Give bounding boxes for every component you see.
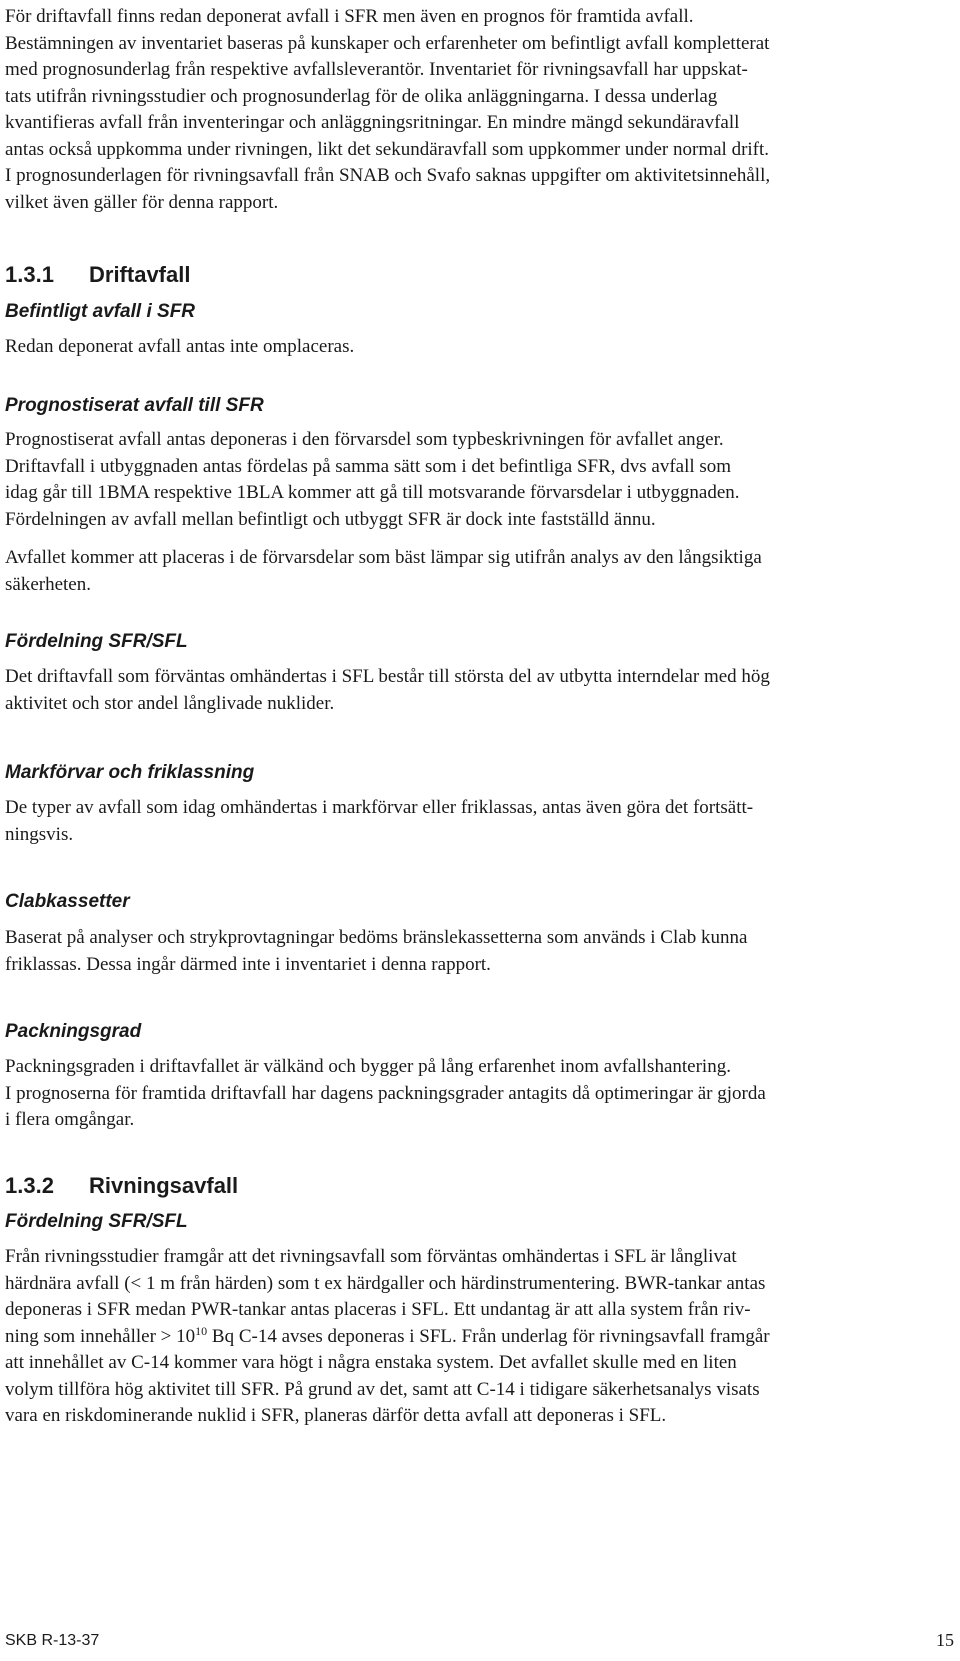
text-line: kvantifieras avfall från inventeringar och anläggningsritningar. En mindre mängd sekundäravfall xyxy=(5,112,740,133)
text-fragment: Bq C-14 avses deponeras i SFL. Från underlag för rivningsavfall framgår xyxy=(207,1325,770,1347)
paragraph-markforvar xyxy=(5,795,953,848)
text-fragment: ning som innehåller > 10 xyxy=(5,1325,196,1347)
text-line: vilket även gäller för denna rapport. xyxy=(5,191,279,213)
text-line: härdnära avfall (< 1 m från härden) som t ex härdgaller och härdinstrumentering. BWR-tankar antas xyxy=(5,1272,766,1294)
text-line: volym tillföra hög aktivitet till SFR. På grund av det, samt att C-14 i tidigare säkerhetsanalys visats xyxy=(5,1378,760,1400)
text-line: Bestämningen av inventariet baseras på kunskaper och erfarenheter om befintligt avfall kompletterat xyxy=(5,32,770,54)
paragraph-prognos-1 xyxy=(5,427,953,533)
text-line: Fördelningen av avfall mellan befintligt och utbyggt SFR är dock inte fastställd ännu. xyxy=(5,508,656,530)
paragraph-clab xyxy=(5,925,953,978)
text-line: tats utifrån rivningsstudier och prognosunderlag för de olika anläggningarna. I dessa underlag xyxy=(5,85,718,107)
text-line: deponeras i SFR medan PWR-tankar antas placeras i SFL. Ett undantag är att alla system från riv- xyxy=(5,1299,751,1320)
text-line: Baserat på analyser och strykprovtagningar bedöms bränslekassetterna som används i Clab kunna xyxy=(5,927,748,948)
text-line: Prognostiserat avfall antas deponeras i den förvarsdel som typbeskrivningen för avfallet anger. xyxy=(5,429,724,450)
text-line: idag går till 1BMA respektive 1BLA kommer att gå till motsvarande förvarsdelar i utbyggnaden. xyxy=(5,482,740,503)
exponent: 10 xyxy=(195,1323,208,1338)
text-line: Avfallet kommer att placeras i de förvarsdelar som bäst lämpar sig utifrån analys av den långsiktiga xyxy=(5,547,762,568)
subheading-markforvar: Markförvar och friklassning xyxy=(5,762,255,783)
paragraph-packningsgrad xyxy=(5,1054,953,1134)
page-number: 15 xyxy=(936,1630,954,1650)
section-number: 1.3.1 xyxy=(5,262,54,287)
text-line: I prognosunderlagen för rivningsavfall från SNAB och Svafo saknas uppgifter om aktivitetsinnehåll, xyxy=(5,165,771,186)
section-title: Driftavfall xyxy=(89,262,191,287)
text-line: vara en riskdominerande nuklid i SFR, planeras därför detta avfall att deponeras i SFL. xyxy=(5,1405,667,1426)
subheading-befintligt: Befintligt avfall i SFR xyxy=(5,301,196,322)
text-line: Packningsgraden i driftavfallet är välkänd och bygger på lång erfarenhet inom avfallshantering. xyxy=(5,1056,731,1077)
text-line: Redan deponerat avfall antas inte omplaceras. xyxy=(5,336,355,357)
text-line: med prognosunderlag från respektive avfallsleverantör. Inventariet för rivningsavfall har uppskat- xyxy=(5,59,748,80)
text-line: säkerheten. xyxy=(5,573,91,595)
intro-paragraph xyxy=(5,4,953,216)
paragraph-fordelning xyxy=(5,664,953,717)
section-heading-1-3-1 xyxy=(5,262,190,288)
text-line: Driftavfall i utbyggnaden antas fördelas på samma sätt som i det befintliga SFR, dvs avfall som xyxy=(5,455,732,477)
text-line: friklassas. Dessa ingår därmed inte i inventariet i denna rapport. xyxy=(5,953,491,975)
text-line-with-superscript xyxy=(5,1324,953,1351)
section-title: Rivningsavfall xyxy=(89,1173,239,1198)
subheading-prognos: Prognostiserat avfall till SFR xyxy=(5,395,264,416)
text-line: För driftavfall finns redan deponerat avfall i SFR men även en prognos för framtida avfall. xyxy=(5,6,694,27)
text-line: ningsvis. xyxy=(5,823,74,845)
text-line: antas också uppkomma under rivningen, likt det sekundäravfall som uppkommer under normal drift. xyxy=(5,138,770,160)
paragraph-rivning xyxy=(5,1244,953,1430)
subheading-clab: Clabkassetter xyxy=(5,891,130,912)
text-line: De typer av avfall som idag omhändertas i markförvar eller friklassas, antas även göra det fortsätt- xyxy=(5,797,754,818)
section-heading-1-3-2 xyxy=(5,1173,238,1199)
text-line: i flera omgångar. xyxy=(5,1109,135,1130)
text-line: att innehållet av C-14 kommer vara högt i några enstaka system. Det avfallet skulle med en liten xyxy=(5,1352,737,1373)
subheading-fordelning-rivning: Fördelning SFR/SFL xyxy=(5,1211,188,1232)
text-line: I prognoserna för framtida driftavfall har dagens packningsgrader antagits då optimeringar är gjorda xyxy=(5,1082,766,1104)
paragraph-prognos-2 xyxy=(5,545,953,598)
subheading-fordelning: Fördelning SFR/SFL xyxy=(5,631,188,652)
text-line: aktivitet och stor andel långlivade nuklider. xyxy=(5,692,335,714)
report-id: SKB R-13-37 xyxy=(5,1632,100,1649)
paragraph-befintligt xyxy=(5,334,953,361)
text-line: Det driftavfall som förväntas omhändertas i SFL består till största del av utbytta interndelar med hög xyxy=(5,666,770,687)
section-number: 1.3.2 xyxy=(5,1173,54,1198)
text-line: Från rivningsstudier framgår att det rivningsavfall som förväntas omhändertas i SFL är långlivat xyxy=(5,1246,737,1267)
subheading-packningsgrad: Packningsgrad xyxy=(5,1021,142,1042)
